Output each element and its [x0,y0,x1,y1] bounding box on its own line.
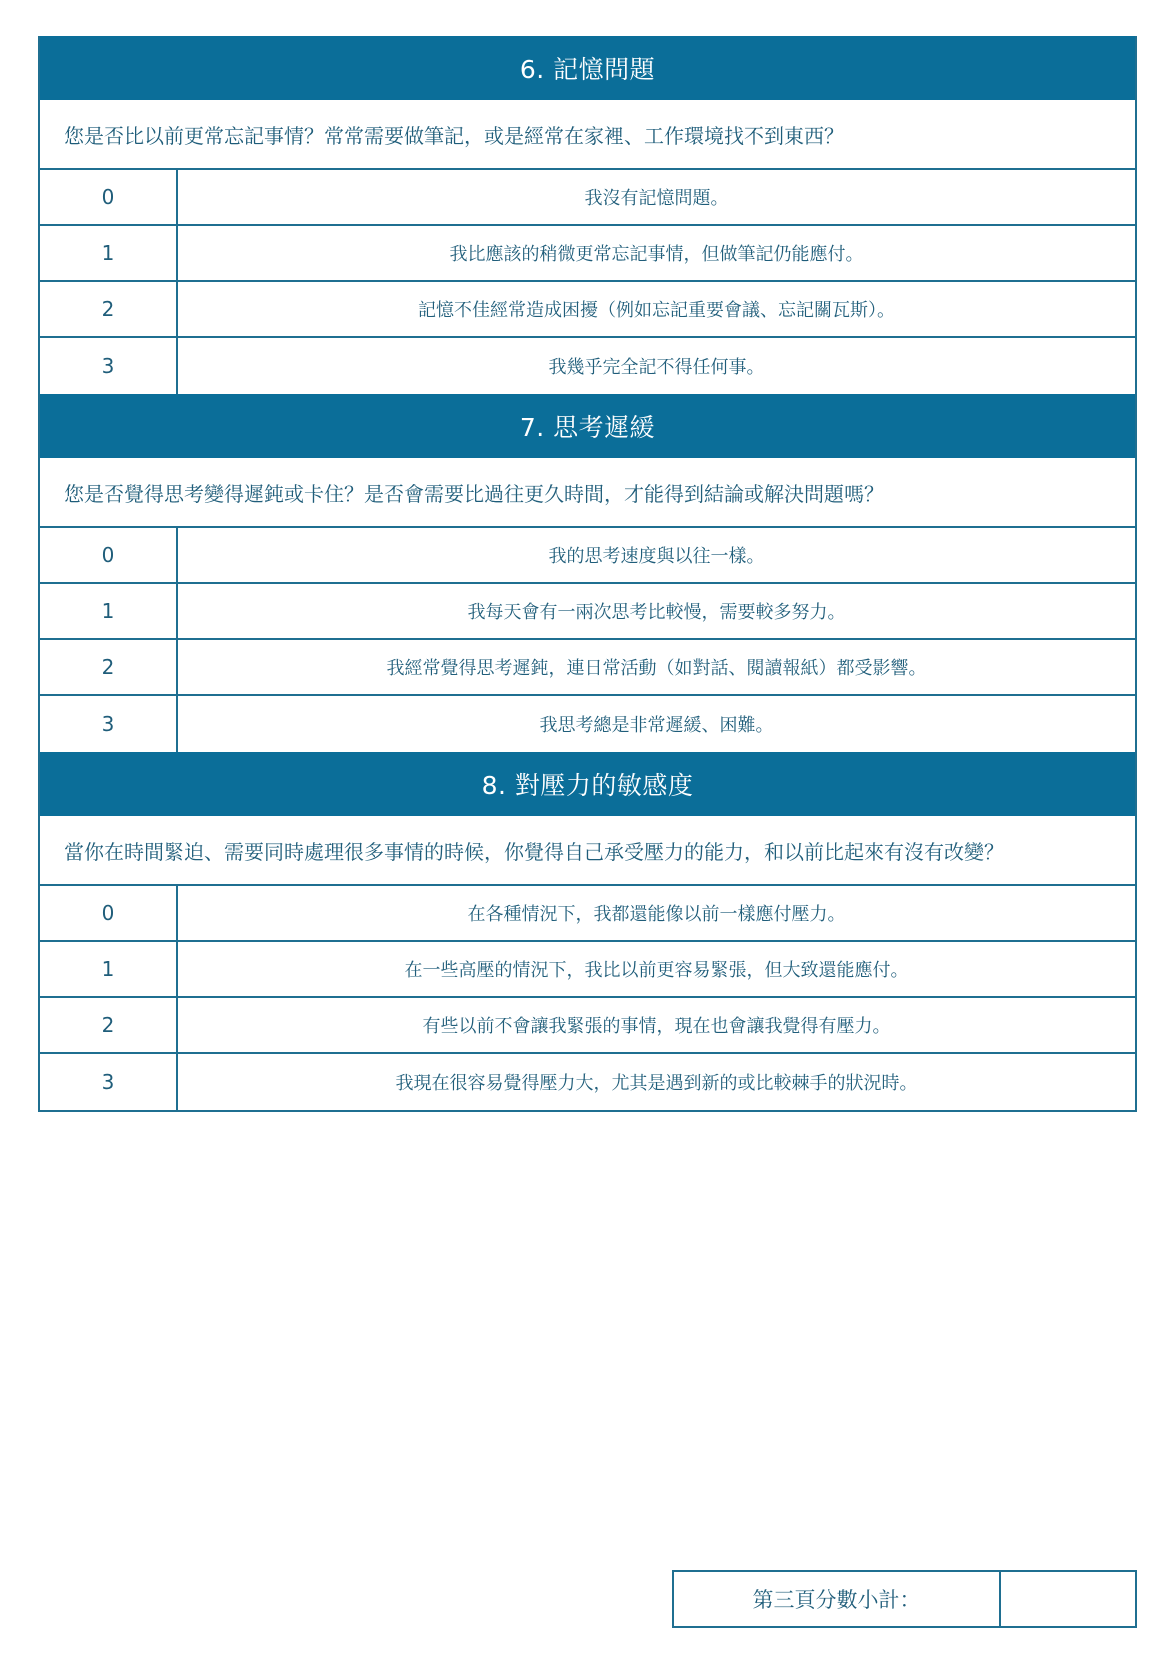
subtotal-value-field[interactable] [1001,1572,1135,1626]
option-score: 3 [40,338,178,394]
section-title-memory: 6. 記憶問題 [40,36,1135,100]
option-row[interactable] [40,338,1135,394]
option-text: 在各種情況下，我都還能像以前一樣應付壓力。 [467,904,846,925]
option-score: 0 [40,886,178,940]
option-text: 我每天會有一兩次思考比較慢，需要較多努力。 [467,602,846,623]
option-row[interactable] [40,528,1135,584]
section-title-stress-sensitivity: 8. 對壓力的敏感度 [40,752,1135,816]
option-score: 2 [40,998,178,1052]
option-text: 在一些高壓的情況下，我比以前更容易緊張，但大致還能應付。 [404,960,909,981]
question-stress-sensitivity: 當你在時間緊迫、需要同時處理很多事情的時候，你覺得自己承受壓力的能力，和以前比起來有沒有改變？ [40,816,1135,886]
option-row[interactable] [40,170,1135,226]
option-score: 0 [40,528,178,582]
option-text: 記憶不佳經常造成困擾（例如忘記重要會議、忘記關瓦斯）。 [418,300,895,321]
option-row[interactable] [40,696,1135,752]
question-slow-thinking: 您是否覺得思考變得遲鈍或卡住？是否會需要比過往更久時間，才能得到結論或解決問題嗎？ [40,458,1135,528]
option-score: 2 [40,282,178,336]
section-title-slow-thinking: 7. 思考遲緩 [40,394,1135,458]
subtotal-label: 第三頁分數小計： [674,1572,1001,1626]
page-subtotal-box [672,1570,1137,1628]
option-score: 0 [40,170,178,224]
option-score: 1 [40,942,178,996]
option-text: 我比應該的稍微更常忘記事情，但做筆記仍能應付。 [449,244,864,265]
option-score: 3 [40,696,178,752]
option-score: 1 [40,226,178,280]
option-row[interactable] [40,998,1135,1054]
option-text: 我思考總是非常遲緩、困難。 [539,715,774,736]
option-row[interactable] [40,886,1135,942]
option-score: 1 [40,584,178,638]
option-score: 3 [40,1054,178,1110]
option-row[interactable] [40,942,1135,998]
option-row[interactable] [40,640,1135,696]
question-memory: 您是否比以前更常忘記事情？常常需要做筆記，或是經常在家裡、工作環境找不到東西？ [40,100,1135,170]
option-row[interactable] [40,584,1135,640]
questionnaire-table [38,36,1137,1112]
option-row[interactable] [40,1054,1135,1110]
option-text: 有些以前不會讓我緊張的事情，現在也會讓我覺得有壓力。 [422,1016,891,1037]
option-score: 2 [40,640,178,694]
option-text: 我現在很容易覺得壓力大，尤其是遇到新的或比較棘手的狀況時。 [395,1073,918,1094]
option-text: 我沒有記憶問題。 [584,188,729,209]
option-row[interactable] [40,282,1135,338]
option-row[interactable] [40,226,1135,282]
option-text: 我的思考速度與以往一樣。 [548,546,765,567]
option-text: 我經常覺得思考遲鈍，連日常活動（如對話、閱讀報紙）都受影響。 [386,658,927,679]
option-text: 我幾乎完全記不得任何事。 [548,357,765,378]
